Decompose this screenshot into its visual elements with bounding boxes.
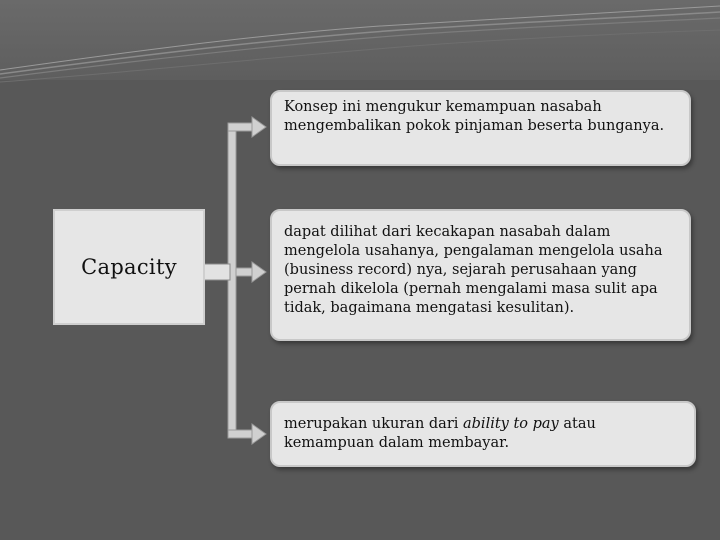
definition-text: Konsep ini mengukur kemampuan nasabah mengembalikan pokok pinjaman beserta bunganya. — [284, 99, 665, 134]
capacity-label: Capacity — [81, 255, 177, 279]
detail-box-definition — [270, 90, 691, 166]
assessment-text: dapat dilihat dari kecakapan nasabah dalam mengelola usahanya, pengalaman mengelola usaha (business record) nya, sejarah perusahaan yang pernah dikelola (pernah mengalami masa sulit apa tidak, bagaimana mengatasi kesulitan). — [284, 224, 663, 316]
detail-box-ability-to-pay — [270, 401, 696, 467]
ability-to-pay-text — [284, 415, 684, 453]
capacity-box — [53, 209, 205, 325]
detail-box-assessment — [270, 209, 691, 341]
ability-text-after: atau kemampuan dalam membayar. — [284, 416, 596, 451]
ability-text-before: merupakan ukuran dari — [284, 416, 463, 432]
ability-text-italic: ability to pay — [463, 416, 559, 432]
